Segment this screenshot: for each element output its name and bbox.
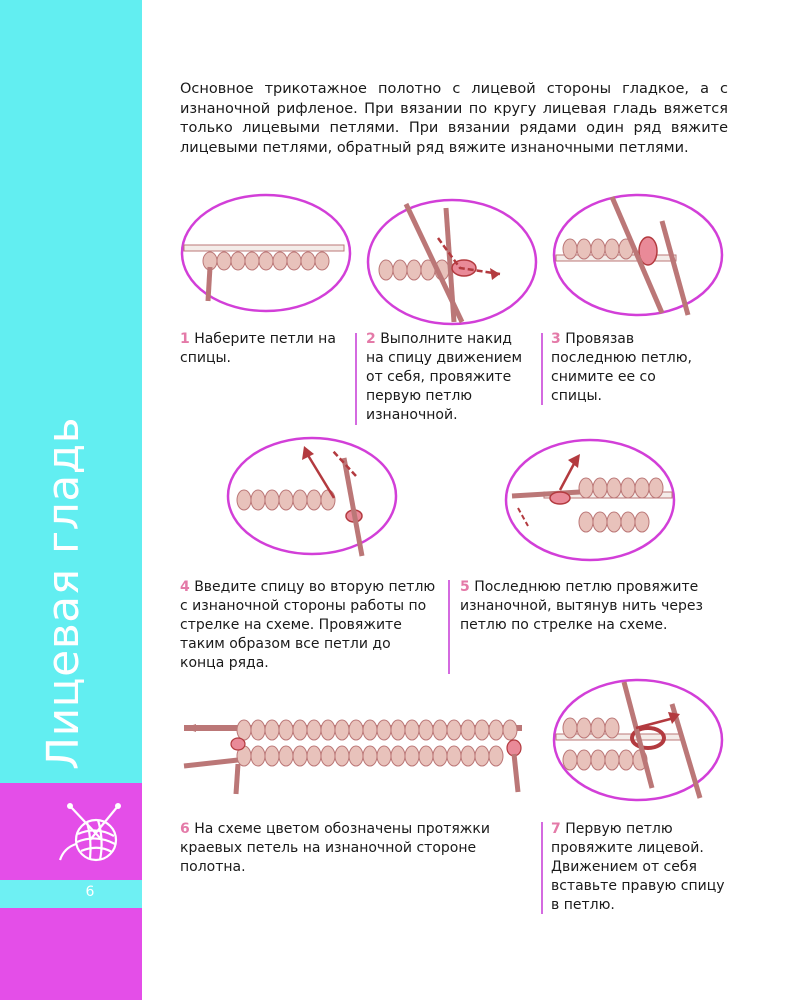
step-7-caption [551,820,731,915]
intro-paragraph: Основное трикотажное полотно с лицевой стороны гладкое, а с изнаночной рифленое. При вязании по кругу лицевая гладь вяжется только лицевыми петлями. При вязании рядами один ряд вяжите лицевыми петлями, обратный ряд вяжите изнаночными петлями. [180,81,728,156]
step-6-text: На схеме цветом обозначены протяжки краевых петель на изнаночной стороне полотна. [180,821,490,875]
step-4-caption [180,578,438,673]
step-5-caption [460,578,720,635]
step-7-illustration [552,678,724,803]
step-4-number: 4 [180,579,190,595]
step-2-rule [355,333,357,425]
step-4-illustration [226,436,398,556]
step-3-rule [541,333,543,405]
step-2-caption [366,330,534,425]
step-4-text: Введите спицу во вторую петлю с изнаночной стороны работы по стрелке на схеме. Провяжите таким образом все петли до конца ряда. [180,579,436,671]
step-5-number: 5 [460,579,470,595]
step-1-caption [180,330,340,368]
page-number: 6 [85,884,95,900]
section-title: Лицевая гладь [38,416,89,770]
step-6-illustration [182,708,532,798]
step-7-rule [541,822,543,914]
step-6-number: 6 [180,821,190,837]
step-3-text: Провязав последнюю петлю, снимите ее со спицы. [551,331,692,404]
step-2-illustration [366,198,538,326]
step-2-number: 2 [366,331,376,347]
step-2-text: Выполните накид на спицу движением от себя, провяжите первую петлю изнаночной. [366,331,523,423]
step-3-illustration [552,193,724,318]
step-7-text: Первую петлю провяжите лицевой. Движением от себя вставьте правую спицу в петлю. [551,821,725,913]
step-7-number: 7 [551,821,561,837]
step-6-caption [180,820,520,877]
step-1-number: 1 [180,331,190,347]
step-3-number: 3 [551,331,561,347]
step-3-caption [551,330,711,406]
step-1-text: Наберите петли на спицы. [180,331,336,366]
step-5-rule [448,580,450,674]
yarn-ball-icon [56,800,126,870]
step-5-illustration [504,438,676,563]
step-5-text: Последнюю петлю провяжите изнаночной, вытянув нить через петлю по стрелке на схеме. [460,579,703,633]
step-1-illustration [180,193,352,313]
